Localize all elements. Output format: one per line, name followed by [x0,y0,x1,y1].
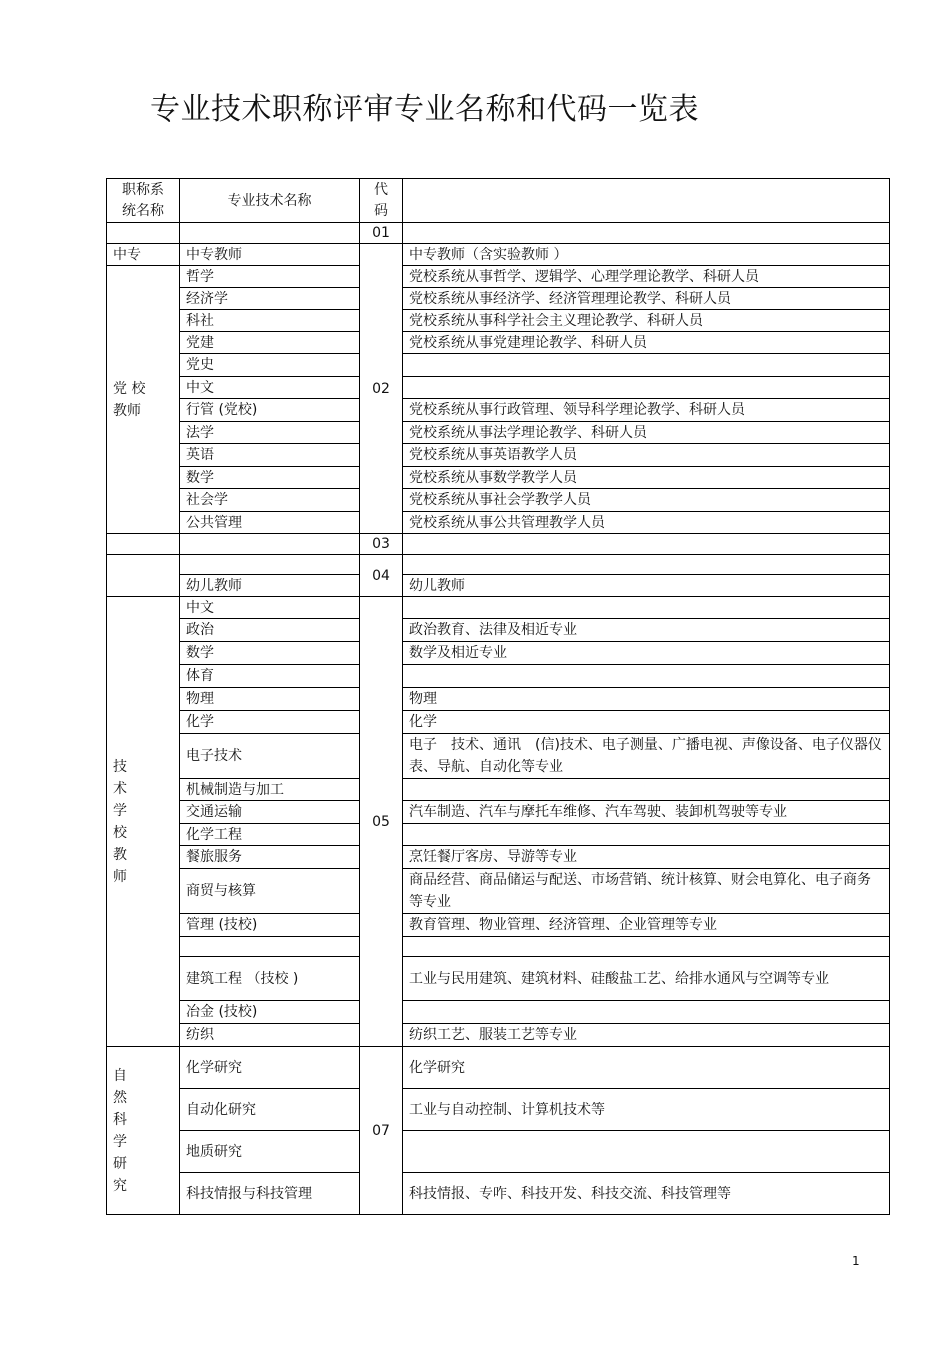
desc-cell: 党校系统从事社会学教学人员 [403,489,890,512]
table-row [107,377,890,399]
specialty-code-table [106,178,890,1215]
desc-cell [403,354,890,377]
series-cell: 中专 [107,244,180,266]
specialty-cell: 体育 [180,665,360,688]
code-cell: 05 [360,597,403,1047]
table-row [107,467,890,489]
table-row [107,555,890,575]
specialty-cell: 化学 [180,711,360,734]
specialty-cell: 党史 [180,354,360,377]
code-cell: 03 [360,534,403,555]
series-cell [107,555,180,597]
desc-cell: 党校系统从事党建理论教学、科研人员 [403,332,890,354]
series-cell: 自 然 科 学 研 究 [107,1047,180,1215]
table-row [107,223,890,244]
specialty-cell: 科社 [180,310,360,332]
specialty-cell: 英语 [180,444,360,467]
specialty-cell: 幼儿教师 [180,575,360,597]
desc-cell: 商品经营、商品储运与配送、市场营销、统计核算、财会电算化、电子商务等专业 [403,869,890,914]
table-row [107,354,890,377]
desc-cell: 电子 技术、通讯 (信)技术、电子测量、广播电视、声像设备、电子仪器仪表、导航、自动化等专业 [403,734,890,779]
specialty-cell: 管理 (技校) [180,914,360,937]
table-row [107,288,890,310]
table-row [107,665,890,688]
desc-cell: 教育管理、物业管理、经济管理、企业管理等专业 [403,914,890,937]
series-cell [107,534,180,555]
table-row [107,824,890,846]
specialty-cell: 自动化研究 [180,1089,360,1131]
desc-cell: 纺织工艺、服装工艺等专业 [403,1024,890,1047]
table-row [107,711,890,734]
table-row [107,1173,890,1215]
table-row [107,846,890,869]
table-row [107,1089,890,1131]
desc-cell: 党校系统从事科学社会主义理论教学、科研人员 [403,310,890,332]
desc-cell [403,1001,890,1024]
table-row [107,869,890,914]
desc-cell: 工业与自动控制、计算机技术等 [403,1089,890,1131]
specialty-cell: 行管 (党校) [180,399,360,422]
desc-cell: 党校系统从事经济学、经济管理理论教学、科研人员 [403,288,890,310]
specialty-cell: 中文 [180,377,360,399]
desc-cell: 数学及相近专业 [403,642,890,665]
specialty-cell: 化学研究 [180,1047,360,1089]
code-cell: 07 [360,1047,403,1215]
desc-cell: 党校系统从事哲学、逻辑学、心理学理论教学、科研人员 [403,266,890,288]
table-row [107,957,890,1001]
specialty-cell: 中文 [180,597,360,619]
table-row [107,399,890,422]
specialty-cell [180,534,360,555]
table-row [107,1024,890,1047]
table-row [107,914,890,937]
table-row [107,489,890,512]
specialty-cell: 哲学 [180,266,360,288]
table-row [107,534,890,555]
specialty-cell: 法学 [180,422,360,444]
header-code: 代 码 [360,179,403,223]
desc-cell: 工业与民用建筑、建筑材料、硅酸盐工艺、给排水通风与空调等专业 [403,957,890,1001]
specialty-cell: 建筑工程 （技校 ) [180,957,360,1001]
header-specialty: 专业技术名称 [180,179,360,223]
series-cell [107,223,180,244]
desc-cell [403,555,890,575]
table-row [107,244,890,266]
desc-cell: 党校系统从事法学理论教学、科研人员 [403,422,890,444]
specialty-cell: 餐旅服务 [180,846,360,869]
table-row [107,937,890,957]
specialty-cell: 中专教师 [180,244,360,266]
series-cell: 党 校 教师 [107,266,180,534]
desc-cell: 党校系统从事数学教学人员 [403,467,890,489]
page-title: 专业技术职称评审专业名称和代码一览表 [150,92,699,127]
specialty-cell: 纺织 [180,1024,360,1047]
specialty-cell: 交通运输 [180,801,360,824]
desc-cell [403,223,890,244]
series-cell: 技 术 学 校 教 师 [107,597,180,1047]
specialty-cell: 党建 [180,332,360,354]
desc-cell [403,937,890,957]
desc-cell [403,665,890,688]
specialty-cell: 物理 [180,688,360,711]
desc-cell: 科技情报、专咋、科技开发、科技交流、科技管理等 [403,1173,890,1215]
table-row [107,1047,890,1089]
table-row [107,734,890,779]
specialty-cell: 冶金 (技校) [180,1001,360,1024]
desc-cell [403,597,890,619]
specialty-cell: 机械制造与加工 [180,779,360,801]
specialty-cell: 化学工程 [180,824,360,846]
table-row [107,512,890,534]
header-row [107,179,890,223]
table-row [107,575,890,597]
table-row [107,619,890,642]
specialty-cell: 社会学 [180,489,360,512]
specialty-cell: 政治 [180,619,360,642]
desc-cell [403,779,890,801]
specialty-cell [180,937,360,957]
specialty-cell [180,555,360,575]
specialty-cell: 数学 [180,642,360,665]
specialty-cell: 商贸与核算 [180,869,360,914]
code-cell: 01 [360,223,403,244]
table-row [107,1131,890,1173]
table-row [107,332,890,354]
specialty-cell: 科技情报与科技管理 [180,1173,360,1215]
specialty-cell: 公共管理 [180,512,360,534]
code-cell: 02 [360,244,403,534]
table-row [107,779,890,801]
specialty-cell: 数学 [180,467,360,489]
desc-cell [403,534,890,555]
desc-cell: 汽车制造、汽车与摩托车维修、汽车驾驶、装卸机驾驶等专业 [403,801,890,824]
page-number: 1 [852,1254,860,1268]
desc-cell: 烹饪餐厅客房、导游等专业 [403,846,890,869]
table-row [107,597,890,619]
desc-cell [403,824,890,846]
table-row [107,688,890,711]
table-row [107,444,890,467]
desc-cell: 党校系统从事行政管理、领导科学理论教学、科研人员 [403,399,890,422]
header-desc [403,179,890,223]
specialty-cell: 地质研究 [180,1131,360,1173]
desc-cell [403,377,890,399]
desc-cell: 政治教育、法律及相近专业 [403,619,890,642]
table-row [107,801,890,824]
desc-cell: 化学 [403,711,890,734]
desc-cell: 党校系统从事公共管理教学人员 [403,512,890,534]
table-row [107,310,890,332]
table-row [107,1001,890,1024]
desc-cell [403,1131,890,1173]
table-row [107,422,890,444]
specialty-cell: 电子技术 [180,734,360,779]
table-row [107,266,890,288]
table-row [107,642,890,665]
specialty-cell [180,223,360,244]
code-cell: 04 [360,555,403,597]
header-series: 职称系 统名称 [107,179,180,223]
desc-cell: 党校系统从事英语教学人员 [403,444,890,467]
desc-cell: 物理 [403,688,890,711]
desc-cell: 中专教师（含实验教师 ） [403,244,890,266]
desc-cell: 化学研究 [403,1047,890,1089]
desc-cell: 幼儿教师 [403,575,890,597]
specialty-cell: 经济学 [180,288,360,310]
